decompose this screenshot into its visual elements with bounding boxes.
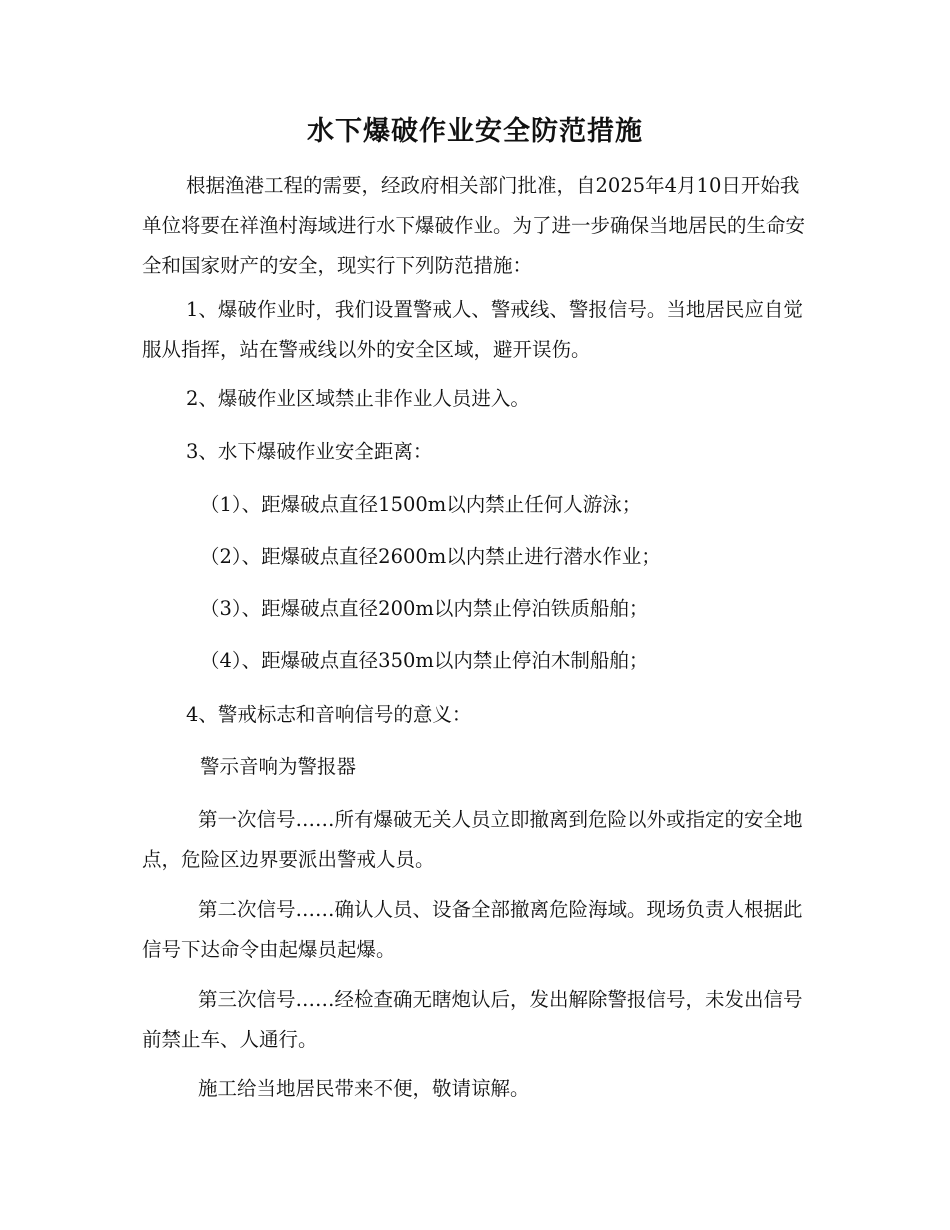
signal-1-paragraph: 第一次信号……所有爆破无关人员立即撤离到危险以外或指定的安全地点，危险区边界要派出警戒人员。 (142, 808, 803, 871)
signal-2-paragraph: 第二次信号……确认人员、设备全部撤离危险海域。现场负责人根据此信号下达命令由起爆员起爆。 (142, 898, 803, 961)
intro-paragraph: 根据渔港工程的需要，经政府相关部门批准，自2025年4月10日开始我单位将要在祥渔村海域进行水下爆破作业。为了进一步确保当地居民的生命安全和国家财产的安全，现实行下列防范措施： (142, 174, 806, 277)
item-1-paragraph: 1、爆破作业时，我们设置警戒人、警戒线、警报信号。当地居民应自觉服从指挥，站在警戒线以外的安全区域，避开误伤。 (142, 298, 803, 361)
document-title: 水下爆破作业安全防范措施 (307, 116, 643, 147)
closing-paragraph: 施工给当地居民带来不便，敬请谅解。 (198, 1077, 530, 1100)
item-4-paragraph: 4、警戒标志和音响信号的意义： (186, 703, 472, 726)
sub-item-2: （2）、距爆破点直径2600m以内禁止进行潜水作业； (200, 545, 661, 568)
item-3-paragraph: 3、水下爆破作业安全距离： (186, 440, 433, 463)
sub-item-4: （4）、距爆破点直径350m以内禁止停泊木制船舶； (200, 649, 649, 672)
signal-3-paragraph: 第三次信号……经检查确无瞎炮认后，发出解除警报信号，未发出信号前禁止车、人通行。 (142, 988, 803, 1051)
alarm-device-line: 警示音响为警报器 (200, 755, 357, 778)
sub-item-1: （1）、距爆破点直径1500m以内禁止任何人游泳； (200, 493, 642, 516)
item-2-paragraph: 2、爆破作业区域禁止非作业人员进入。 (186, 387, 530, 410)
sub-item-3: （3）、距爆破点直径200m以内禁止停泊铁质船舶； (200, 597, 649, 620)
